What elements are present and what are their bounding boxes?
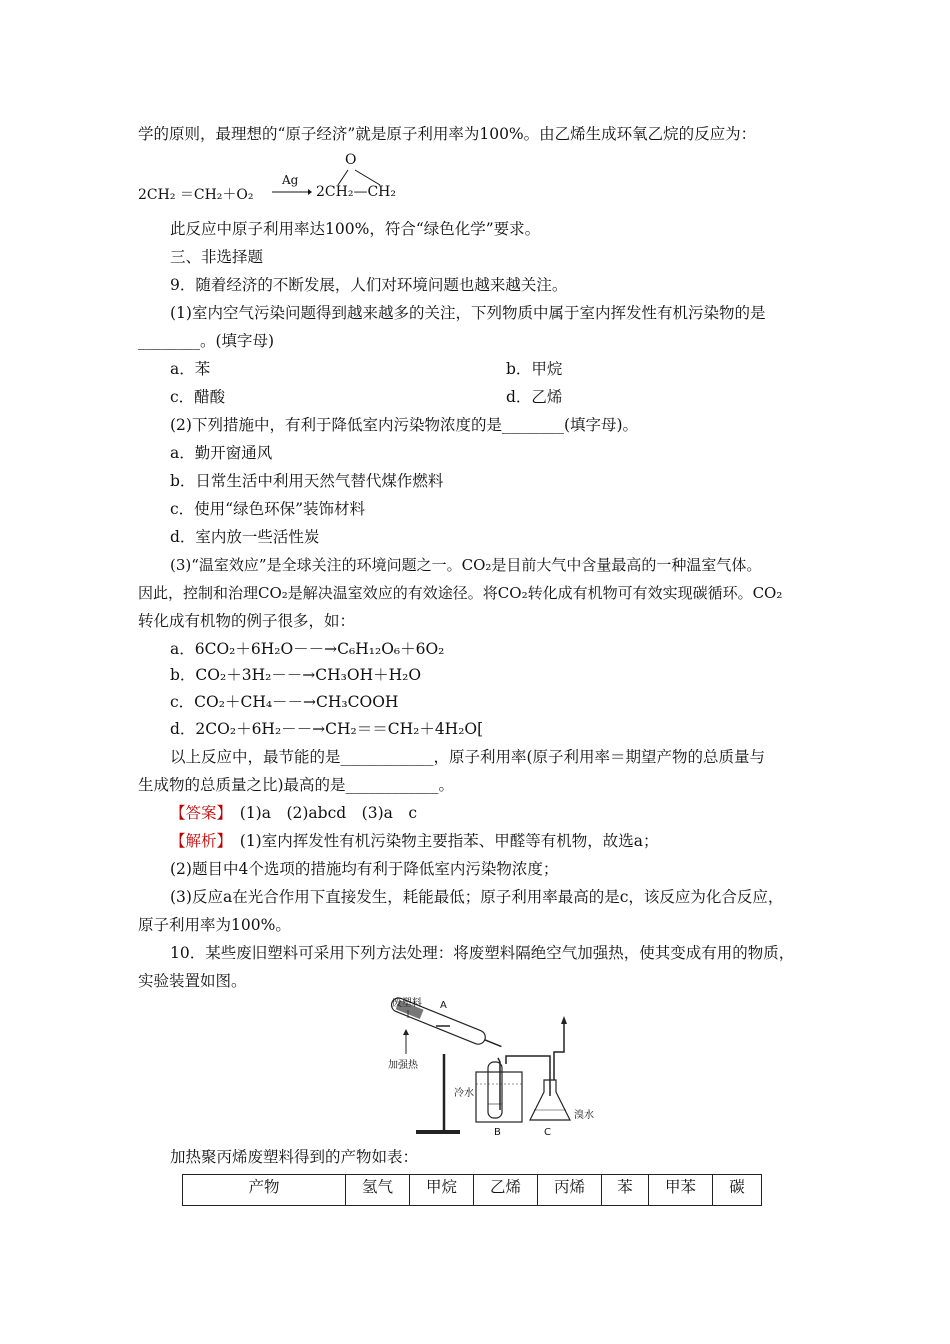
- table-header-cell: 产物: [183, 1175, 346, 1206]
- option-a: a．苯: [170, 360, 211, 378]
- explanation-tag: 【解析】: [170, 832, 225, 850]
- epoxide-oxygen: O: [345, 152, 357, 168]
- table-intro: 加热聚丙烯废塑料得到的产物如表：: [170, 1148, 419, 1166]
- products-table: [182, 1174, 762, 1206]
- section-heading: 三、非选择题: [170, 248, 264, 266]
- option-b: b．日常生活中利用天然气替代煤作燃料: [170, 472, 444, 490]
- equation-right: 2CH₂—CH₂: [316, 184, 396, 200]
- beaker: [476, 1072, 522, 1122]
- label-bromine-water: 溴水: [574, 1110, 594, 1121]
- epoxide-bonds-icon: [330, 168, 390, 186]
- question-9-3: (3)“温室效应”是全球关注的环境问题之一。CO₂是目前大气中含量最高的一种温室气体。: [170, 556, 762, 574]
- option-b: b．甲烷: [506, 360, 563, 378]
- label-cold-water: 冷水: [454, 1088, 474, 1099]
- option-d: d．室内放一些活性炭: [170, 528, 320, 546]
- table-header-cell: 甲烷: [410, 1175, 474, 1206]
- explanation-line: 原子利用率为100%。: [138, 916, 291, 934]
- answer-tag: 【答案】: [170, 804, 225, 822]
- table-header-cell: 丙烯: [538, 1175, 602, 1206]
- text-line: 因此，控制和治理CO₂是解决温室效应的有效途径。将CO₂转化成有机物可有效实现碳循环。CO₂: [138, 584, 783, 602]
- text-line: 以上反应中，最节能的是____________，原子利用率(原子利用率＝期望产物的总质量与: [170, 748, 766, 766]
- answer-line: [170, 802, 417, 824]
- explanation-line: (2)题目中4个选项的措施均有利于降低室内污染物浓度；: [170, 860, 559, 878]
- table-header-cell: 乙烯: [474, 1175, 538, 1206]
- answer-blank: ________。(填字母): [138, 332, 275, 350]
- gas-outlet-tube: [554, 1024, 564, 1080]
- option-c: c．使用“绿色环保”装饰材料: [170, 500, 366, 518]
- option-c: c．醋酸: [170, 388, 226, 406]
- catalyst-label: Ag: [282, 173, 299, 187]
- equation-left: 2CH₂ ＝CH₂＋O₂: [138, 187, 254, 203]
- label-c: C: [544, 1127, 551, 1138]
- table-header-cell: 碳: [713, 1175, 762, 1206]
- question-9-1: (1)室内空气污染问题得到越来越多的关注，下列物质中属于室内挥发性有机污染物的是: [170, 304, 766, 322]
- delivery-tube: [498, 1058, 500, 1110]
- reaction-arrow-icon: [272, 187, 312, 197]
- label-a: A: [440, 1000, 447, 1011]
- option-d: d．乙烯: [506, 388, 563, 406]
- experiment-apparatus-figure: [378, 996, 608, 1140]
- table-header-cell: 苯: [602, 1175, 649, 1206]
- text-line: 学的原则，最理想的“原子经济”就是原子利用率为100%。由乙烯生成环氧乙烷的反应为：: [138, 125, 757, 143]
- explanation-text: (1)室内挥发性有机污染物主要指苯、甲醛等有机物，故选a；: [224, 832, 659, 850]
- text-line: 实验装置如图。: [138, 972, 247, 990]
- text-line: 生成物的总质量之比)最高的是____________。: [138, 776, 455, 794]
- text-line: 此反应中原子利用率达100%，符合“绿色化学”要求。: [170, 220, 541, 238]
- explanation-line: [170, 830, 658, 852]
- label-plastic: 废塑料: [392, 998, 422, 1009]
- question-10: 10．某些废旧塑料可采用下列方法处理：将废塑料隔绝空气加强热，使其变成有用的物质，: [170, 944, 795, 962]
- table-header-cell: 氢气: [346, 1175, 410, 1206]
- table-row: [183, 1175, 762, 1206]
- reaction-a: a．6CO₂＋6H₂O－－→C₆H₁₂O₆＋6O₂: [170, 640, 445, 658]
- text-line: 转化成有机物的例子很多，如：: [138, 612, 356, 630]
- label-b: B: [494, 1127, 501, 1138]
- explanation-line: (3)反应a在光合作用下直接发生，耗能最低；原子利用率最高的是c，该反应为化合反应，: [170, 888, 784, 906]
- option-a: a．勤开窗通风: [170, 444, 273, 462]
- answer-text: (1)a (2)abcd (3)a c: [224, 804, 418, 822]
- reaction-d: d．2CO₂＋6H₂－－→CH₂＝＝CH₂＋4H₂O[: [170, 720, 484, 738]
- table-header-cell: 甲苯: [649, 1175, 713, 1206]
- reaction-c: c．CO₂＋CH₄－－→CH₃COOH: [170, 693, 399, 711]
- stand-base: [416, 1130, 460, 1134]
- question-9: 9．随着经济的不断发展，人们对环境问题也越来越关注。: [170, 276, 568, 294]
- question-9-2: (2)下列措施中，有利于降低室内污染物浓度的是________(填字母)。: [170, 416, 639, 434]
- label-heat: 加强热: [388, 1060, 418, 1071]
- reaction-b: b．CO₂＋3H₂－－→CH₃OH＋H₂O: [170, 666, 422, 684]
